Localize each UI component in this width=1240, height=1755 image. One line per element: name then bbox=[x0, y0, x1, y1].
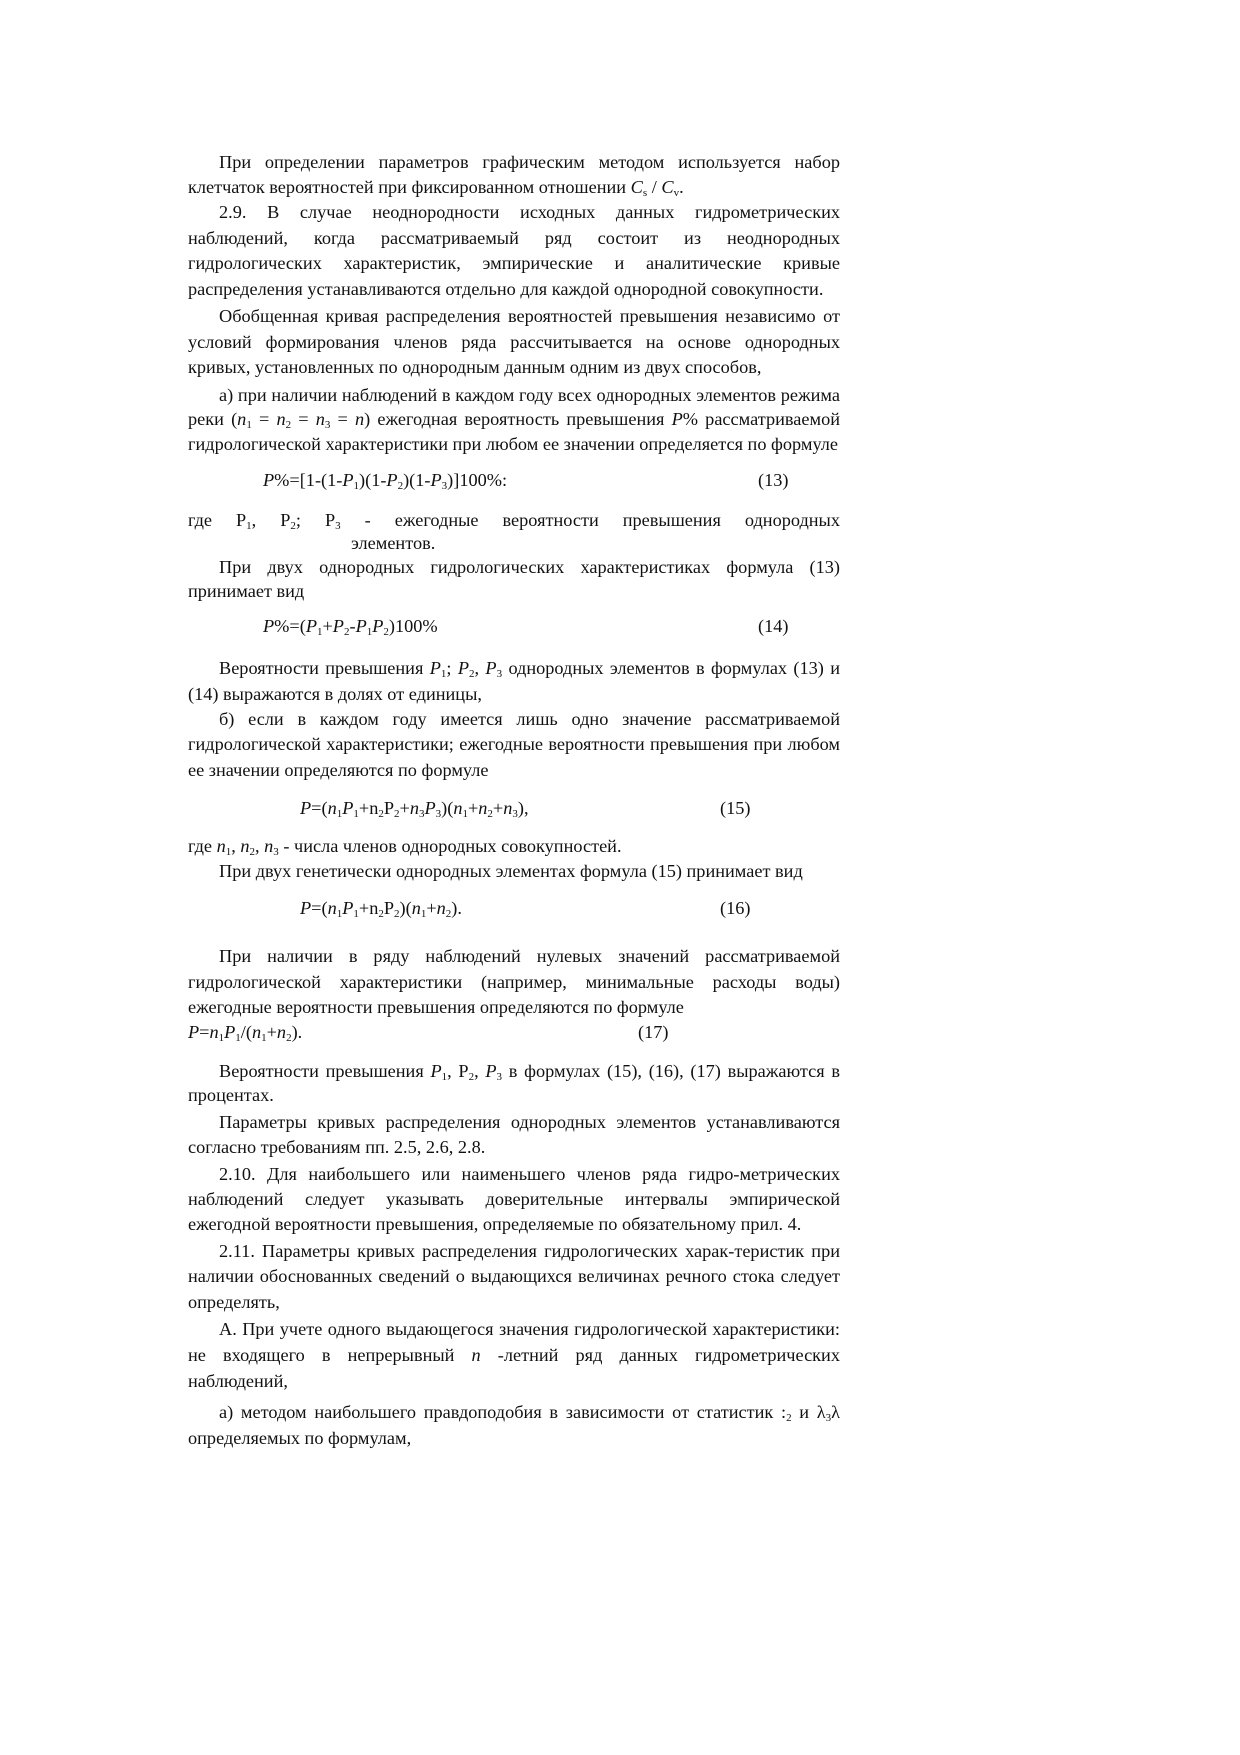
paragraph: а) методом наибольшего правдоподобия в зависимости от статистик $:_2$ и $\lambda_3\lambda$ определяемых по формулам, bbox=[188, 1402, 840, 1449]
paragraph-2-11: 2.11. Параметры кривых распределения гидрологических харак-теристик при наличии обоснованных сведений о выдающихся величинах речного стока следует определять, bbox=[188, 1240, 840, 1312]
formula-15: $P=(n_1P_1+n_2P_2+n_3P_3)(n_1+n_2+n_3)$, (15) bbox=[300, 798, 751, 821]
paragraph: Обобщенная кривая распределения вероятностей превышения независимо от условий формирования членов ряда рассчитывается на основе однородных кривых, установленных по однородным данным одним из двух способов, bbox=[188, 305, 840, 378]
paragraph: А. При учете одного выдающегося значения гидрологической характеристики: не входящего в непрерывный n -летний ряд данных гидрометрических наблюдений, bbox=[188, 1319, 840, 1392]
paragraph: где $P_1$, $P_2$; $P_3$ - ежегодные вероятности превышения однородных bbox=[188, 510, 840, 533]
formula-13: $P\%=[1-(1-P_1)(1-P_2)(1-P_3)]100\%$: (13) bbox=[263, 470, 789, 493]
equation-number: (17) bbox=[638, 1021, 669, 1042]
paragraph: Вероятности превышения $P_1$; $P_2$, $P_3$ однородных элементов в формулах (13) и (14) выражаются в долях от единицы, bbox=[188, 657, 841, 704]
formula-17: $P=n_1P_1/(n_1+n_2)$. (17) bbox=[188, 1021, 669, 1044]
paragraph: При определении параметров графическим методом используется набор клетчаток вероятностей при фиксированном отношении $C_s / C_v$. bbox=[188, 152, 840, 199]
formula-14: $P\%=(P_1+P_2-P_1P_2)100\%$ (14) bbox=[263, 615, 789, 638]
equation-number: (13) bbox=[758, 470, 789, 491]
paragraph: где $n_1$, $n_2$, $n_3$ - числа членов однородных совокупностей. bbox=[188, 836, 622, 859]
paragraph: При наличии в ряду наблюдений нулевых значений рассматриваемой гидрологической характеристики (например, минимальные расходы воды) ежегодные вероятности превышения определяются по формуле bbox=[188, 946, 840, 1018]
paragraph-2-10: 2.10. Для наибольшего или наименьшего членов ряда гидро-метрических наблюдений следует указывать доверительные интервалы эмпирической ежегодной вероятности превышения, определяемые по обязательному прил. 4. bbox=[188, 1163, 840, 1234]
paragraph: б) если в каждом году имеется лишь одно значение рассматриваемой гидрологической характеристики; ежегодные вероятности превышения при любом ее значении определяются по формуле bbox=[188, 708, 840, 780]
equation-number: (14) bbox=[758, 615, 789, 636]
text-column bbox=[188, 150, 840, 1451]
paragraph: При двух генетически однородных элементах формула (15) принимает вид bbox=[219, 860, 803, 881]
equation-number: (15) bbox=[720, 798, 751, 819]
paragraph-2-9: 2.9. В случае неоднородности исходных данных гидрометрических наблюдений, когда рассматриваемый ряд состоит из неоднородных гидрологических характеристик, эмпирические и аналитические кривые распределения устанавливаются отдельно для каждой однородной совокупности. bbox=[188, 202, 840, 300]
paragraph: Параметры кривых распределения однородных элементов устанавливаются согласно требованиям пп. 2.5, 2.6, 2.8. bbox=[188, 1111, 840, 1157]
equation-number: (16) bbox=[720, 898, 751, 919]
paragraph-continuation: элементов. bbox=[351, 532, 436, 553]
paragraph: а) при наличии наблюдений в каждом году всех однородных элементов режима реки $(n_1 = n_2 = n_3 = n)$ ежегодная вероятность превышения P% рассматриваемой гидрологической характеристики при любом ее значении определяется по формуле bbox=[188, 384, 840, 454]
paragraph: При двух однородных гидрологических характеристиках формула (13) принимает вид bbox=[188, 556, 840, 602]
paragraph: Вероятности превышения $P_1$, $P_2$, $P_3$ в формулах (15), (16), (17) выражаются в процентах. bbox=[188, 1060, 841, 1106]
formula-16: $P=(n_1P_1+n_2P_2)(n_1+n_2)$. (16) bbox=[300, 898, 751, 921]
